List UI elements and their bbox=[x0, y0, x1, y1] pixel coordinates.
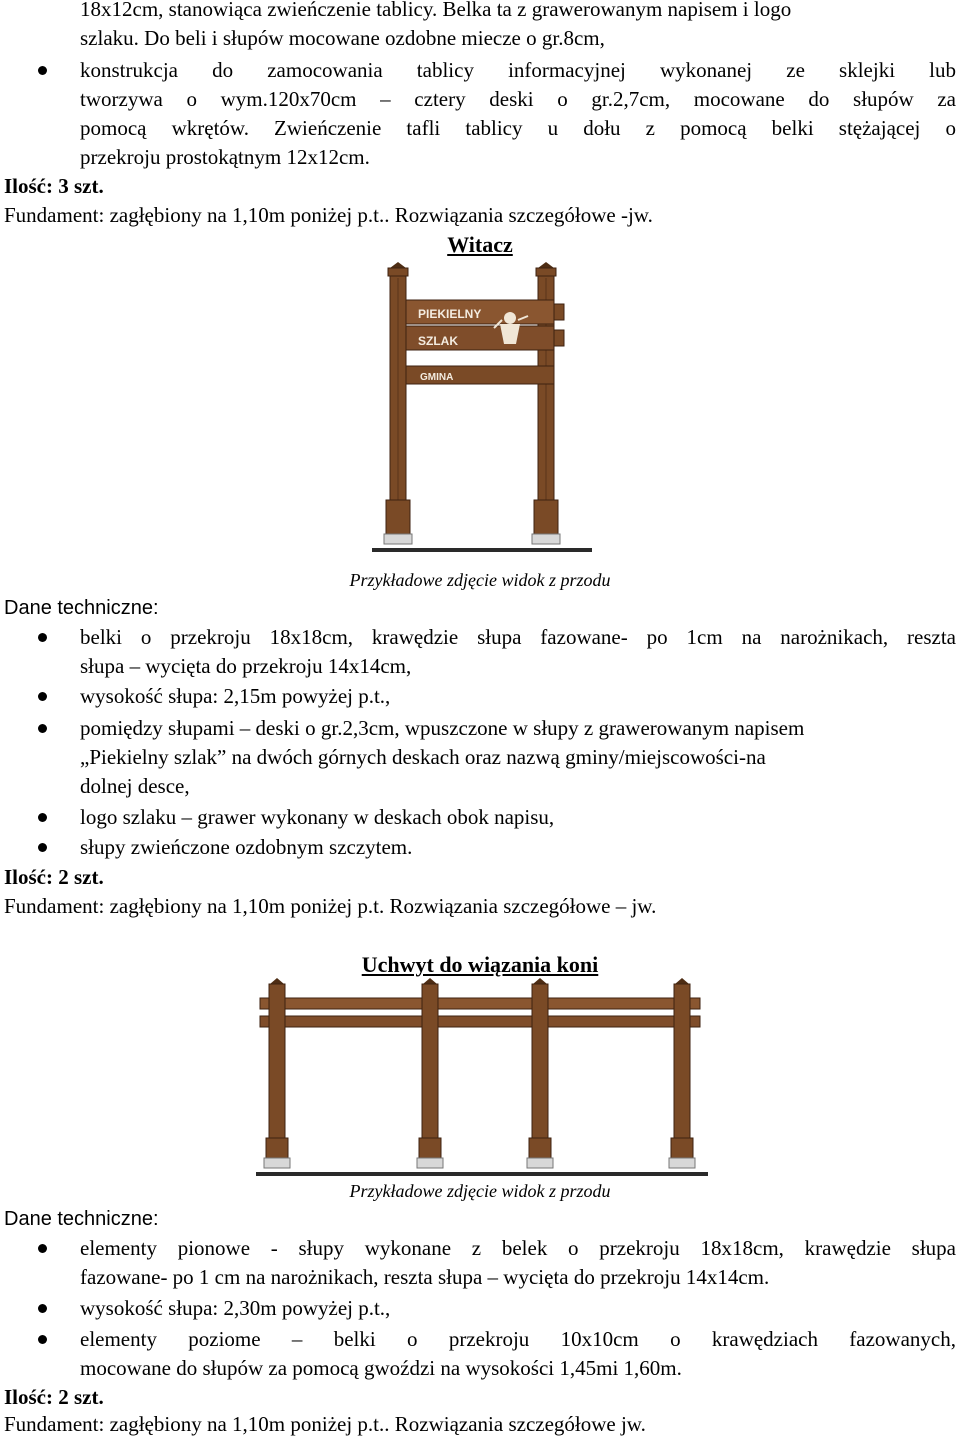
bullet-icon bbox=[38, 843, 47, 852]
uchwyt-caption: Przykładowe zdjęcie widok z przodu bbox=[349, 1181, 611, 1201]
bullet-icon bbox=[38, 1304, 47, 1313]
bullet-icon bbox=[38, 692, 47, 701]
intro-bullet-line-3: pomocą wkrętów. Zwieńczenie tafli tablicy u dołu z pomocą belki stężającej o bbox=[80, 116, 956, 140]
witacz-bullet-4: logo szlaku – grawer wykonany w deskach obok napisu, bbox=[80, 805, 555, 829]
intro-foundation: Fundament: zagłębiony na 1,10m poniżej p.t.. Rozwiązania szczegółowe -jw. bbox=[4, 203, 653, 227]
witacz-bullet-1-line-1: belki o przekroju 18x18cm, krawędzie słupa fazowane- po 1cm na narożnikach, reszta bbox=[80, 625, 956, 649]
intro-quantity: Ilość: 3 szt. bbox=[4, 174, 104, 198]
bullet-icon bbox=[38, 724, 47, 733]
uchwyt-foundation: Fundament: zagłębiony na 1,10m poniżej p.t.. Rozwiązania szczegółowe jw. bbox=[4, 1412, 646, 1436]
witacz-tech-label: Dane techniczne: bbox=[4, 597, 159, 619]
witacz-bullet-3-line-2: „Piekielny szlak” na dwóch górnych deskach oraz nazwą gminy/miejscowości-na bbox=[80, 745, 766, 769]
witacz-image bbox=[360, 262, 600, 557]
witacz-quantity: Ilość: 2 szt. bbox=[4, 865, 104, 889]
witacz-bullet-2: wysokość słupa: 2,15m powyżej p.t., bbox=[80, 684, 391, 708]
bullet-icon bbox=[38, 1335, 47, 1344]
intro-line-1: 18x12cm, stanowiąca zwieńczenie tablicy. Belka ta z grawerowanym napisem i logo bbox=[80, 0, 792, 21]
uchwyt-image bbox=[250, 978, 710, 1178]
intro-bullet-line-4: przekroju prostokątnym 12x12cm. bbox=[80, 145, 370, 169]
witacz-bullet-5: słupy zwieńczone ozdobnym szczytem. bbox=[80, 835, 413, 859]
uchwyt-bullet-2: wysokość słupa: 2,30m powyżej p.t., bbox=[80, 1296, 391, 1320]
uchwyt-quantity: Ilość: 2 szt. bbox=[4, 1385, 104, 1409]
intro-bullet-line-2: tworzywa o wym.120x70cm – cztery deski o gr.2,7cm, mocowane do słupów za bbox=[80, 87, 956, 111]
witacz-foundation: Fundament: zagłębiony na 1,10m poniżej p.t. Rozwiązania szczegółowe – jw. bbox=[4, 894, 657, 918]
witacz-heading: Witacz bbox=[447, 232, 513, 257]
witacz-bullet-1-line-2: słupa – wycięta do przekroju 14x14cm, bbox=[80, 654, 412, 678]
witacz-caption: Przykładowe zdjęcie widok z przodu bbox=[349, 570, 611, 590]
uchwyt-bullet-1-line-1: elementy pionowe - słupy wykonane z belek o przekroju 18x18cm, krawędzie słupa bbox=[80, 1236, 956, 1260]
intro-bullet-line-1: konstrukcja do zamocowania tablicy informacyjnej wykonanej ze sklejki lub bbox=[80, 58, 956, 82]
sign-text-gmina: GMINA bbox=[420, 372, 454, 383]
witacz-bullet-3-line-3: dolnej desce, bbox=[80, 774, 190, 798]
bullet-icon bbox=[38, 633, 47, 642]
witacz-bullet-3-line-1: pomiędzy słupami – deski o gr.2,3cm, wpuszczone w słupy z grawerowanym napisem bbox=[80, 716, 805, 740]
uchwyt-bullet-1-line-2: fazowane- po 1 cm na narożnikach, reszta słupa – wycięta do przekroju 14x14cm. bbox=[80, 1265, 770, 1289]
uchwyt-bullet-3-line-2: mocowane do słupów za pomocą gwoździ na wysokości 1,45mi 1,60m. bbox=[80, 1356, 682, 1380]
sign-text-piekielny: PIEKIELNY bbox=[418, 307, 482, 321]
uchwyt-heading: Uchwyt do wiązania koni bbox=[361, 952, 599, 977]
bullet-icon bbox=[38, 66, 47, 75]
sign-text-szlak: SZLAK bbox=[418, 334, 458, 348]
intro-line-2: szlaku. Do beli i słupów mocowane ozdobne miecze o gr.8cm, bbox=[80, 26, 605, 50]
bullet-icon bbox=[38, 813, 47, 822]
uchwyt-tech-label: Dane techniczne: bbox=[4, 1208, 159, 1230]
bullet-icon bbox=[38, 1244, 47, 1253]
uchwyt-bullet-3-line-1: elementy poziome – belki o przekroju 10x10cm o krawędziach fazowanych, bbox=[80, 1327, 956, 1351]
